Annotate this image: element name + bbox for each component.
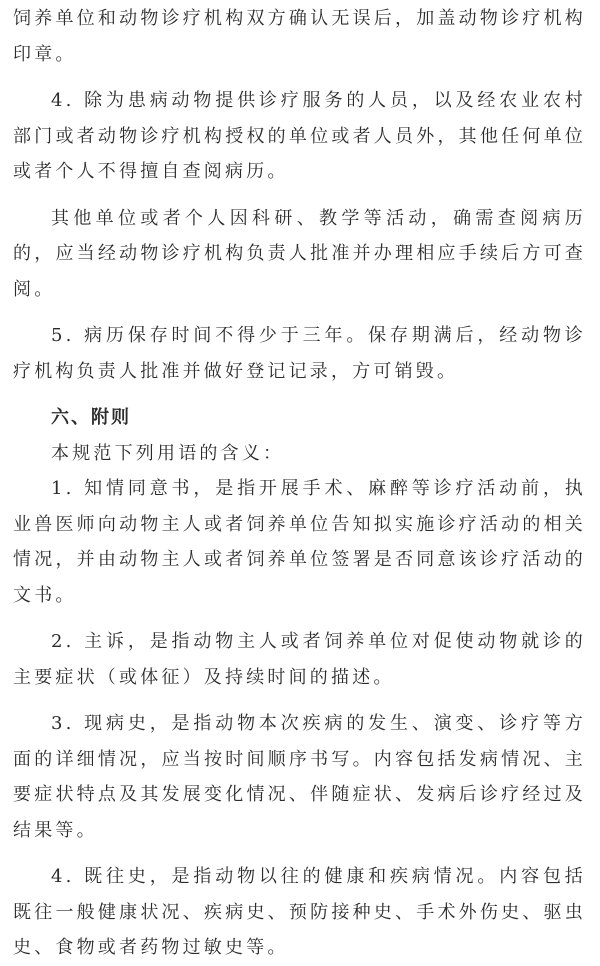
paragraph-item-5-retention: 5. 病历保存时间不得少于三年。保存期满后，经动物诊疗机构负责人批准并做好登记记录，方可销毁。: [13, 325, 586, 382]
paragraph-definitions-intro: 本规范下列用语的含义：: [51, 442, 285, 464]
paragraph-definition-chief-complaint: 2. 主诉，是指动物主人或者饲养单位对促使动物就诊的主要症状（或体征）及持续时间的描述。: [13, 631, 586, 688]
paragraph-seal-confirmation: 饲养单位和动物诊疗机构双方确认无误后，加盖动物诊疗机构印章。: [13, 8, 586, 65]
paragraph-definition-present-illness: 3. 现病史，是指动物本次疾病的发生、演变、诊疗等方面的详细情况，应当按时间顺序书写。内容包括发病情况、主要症状特点及其发展变化情况、伴随症状、发病后诊疗经过及结果等。: [13, 713, 586, 841]
paragraph-definition-past-history: 4. 既往史，是指动物以往的健康和疾病情况。内容包括既往一般健康状况、疾病史、预防接种史、手术外伤史、驱虫史、食物或者药物过敏史等。: [13, 866, 586, 958]
paragraph-item-4-access-restriction: 4. 除为患病动物提供诊疗服务的人员，以及经农业农村部门或者动物诊疗机构授权的单位或者人员外，其他任何单位或者个人不得擅自查阅病历。: [13, 90, 586, 182]
paragraph-definition-informed-consent: 1. 知情同意书，是指开展手术、麻醉等诊疗活动前，执业兽医师向动物主人或者饲养单位告知拟实施诊疗活动的相关情况，并由动物主人或者饲养单位签署是否同意该诊疗活动的文书。: [13, 478, 586, 606]
section-heading-supplementary: 六、附则: [51, 407, 131, 428]
paragraph-research-access: 其他单位或者个人因科研、教学等活动，确需查阅病历的，应当经动物诊疗机构负责人批准并办理相应手续后方可查阅。: [13, 207, 586, 300]
